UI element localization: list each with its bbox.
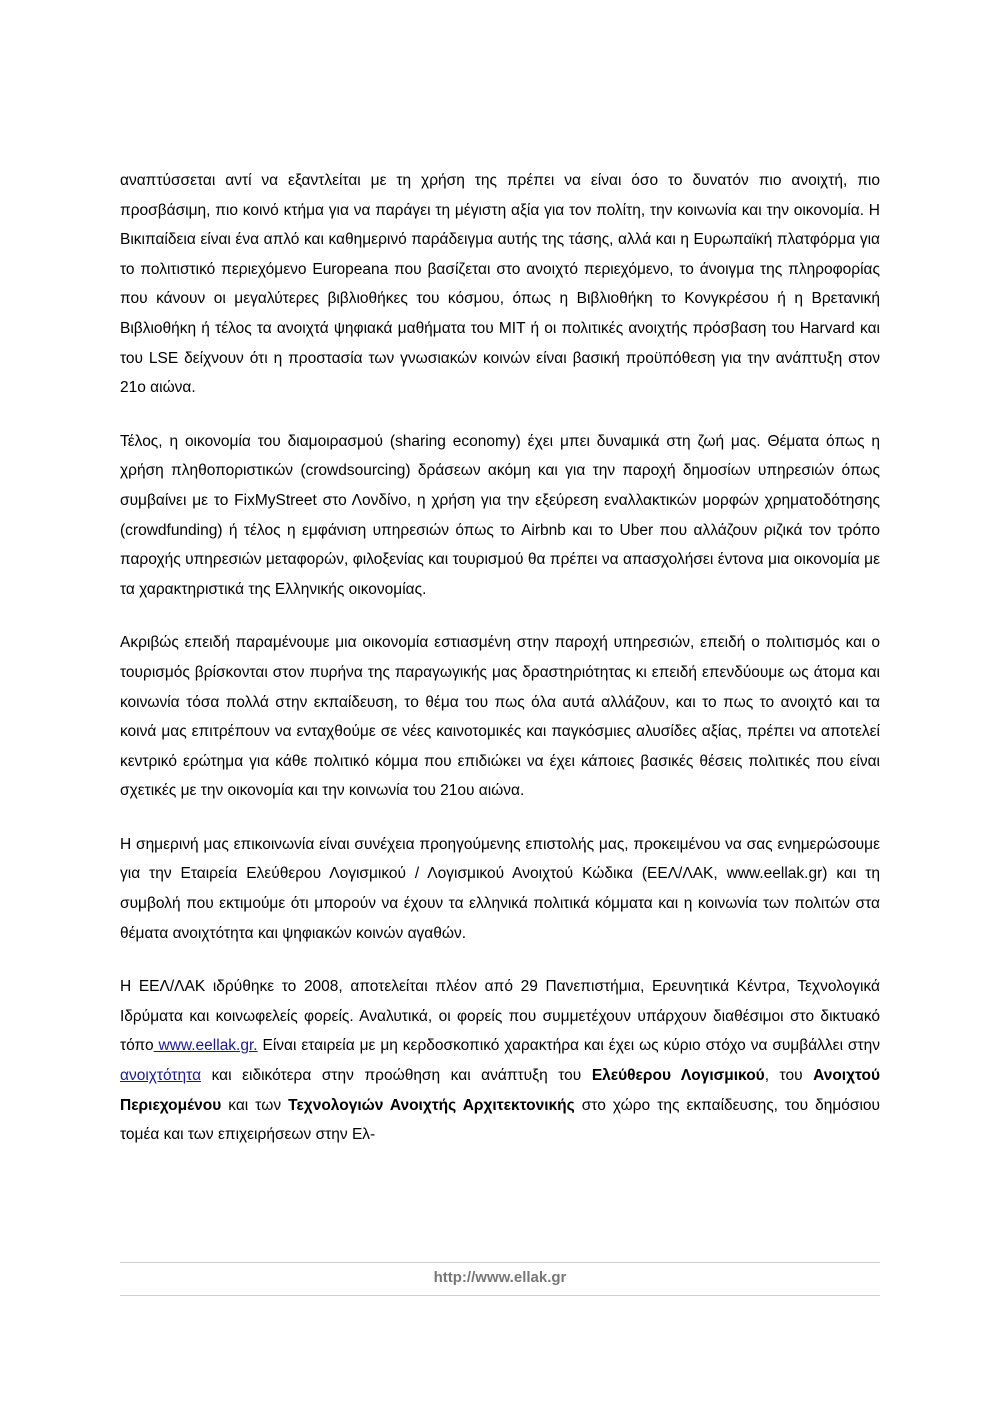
document-body [120, 166, 880, 1174]
paragraph-4: Η σημερινή μας επικοινωνία είναι συνέχεια προηγούμενης επιστολής μας, προκειμένου να σας ενημερώσουμε για την Εταιρεία Ελεύθερου Λογισμικού / Λογισμικού Ανοιχτού Κώδικα (ΕΕΛ/ΛΑΚ, www.eellak.gr) και τη συμβολή που εκτιμούμε ότι μπορούν να έχουν τα ελληνικά πολιτικά κόμματα και η κοινωνία των πολιτών στα θέματα ανοιχτότητα και ψηφιακών κοινών αγαθών. [120, 835, 880, 942]
footer-url: http://www.ellak.gr [433, 1269, 567, 1286]
paragraph-5 [120, 972, 880, 1150]
bold-free-software: Ελεύθερου Λογισμικού [591, 1067, 765, 1085]
paragraph-2: Τέλος, η οικονομία του διαμοιρασμού (sharing economy) έχει μπει δυναμικά στη ζωή μας. Θέματα όπως η χρήση πληθοποριστικών (crowdsourcing) δράσεων ακόμη και για την παροχή δημοσίων υπηρεσιών όπως συμβαίνει με το FixMyStreet στο Λονδίνο, η χρήση για την εξεύρεση εναλλακτικών μορφών χρηματοδότησης (crowdfunding) ή τέλος η εμφάνιση υπηρεσιών όπως το Airbnb και το Uber που αλλάζουν ριζικά τον τρόπο παροχής υπηρεσιών μεταφορών, φιλοξενίας και τουρισμού θα πρέπει να απασχολήσει έντονα μια οικονομία με τα χαρακτηριστικά της Ελληνικής οικονομίας. [120, 432, 880, 598]
openness-link[interactable]: ανοιχτότητα [120, 1067, 202, 1085]
paragraph-1: αναπτύσσεται αντί να εξαντλείται με τη χρήση της πρέπει να είναι όσο το δυνατόν πιο ανοιχτή, πιο προσβάσιμη, πιο κοινό κτήμα για να παράγει τη μέγιστη αξία για τον πολίτη, την κοινωνία και την οικονομία. Η Βικιπαίδεια είναι ένα απλό και καθημερινό παράδειγμα αυτής της τάσης, αλλά και η Ευρωπαϊκή πλατφόρμα για το πολιτιστικό περιεχόμενο Europeana που βασίζεται στο ανοιχτό περιεχόμενο, το άνοιγμα της πληροφορίας που κάνουν οι μεγαλύτερες βιβλιοθήκες του κόσμου, όπως η Βιβλιοθήκη το Κονγκρέσου ή η Βρετανική Βιβλιοθήκη ή τέλος τα ανοιχτά ψηφιακά μαθήματα του MIT ή οι πολιτικές ανοιχτής πρόσβαση του Harvard και του LSE δείχνουν ότι η προστασία των γνωσιακών κοινών είναι βασική προϋπόθεση για την ανάπτυξη στον 21ο αιώνα. [120, 172, 880, 397]
paragraph-5-text: Είναι εταιρεία με μη κερδοσκοπικό χαρακτήρα και έχει ως κύριο στόχο να συμβάλλει στην [257, 1037, 880, 1055]
bold-open-architecture: Τεχνολογιών Ανοιχτής Αρχιτεκτονικής [288, 1096, 575, 1114]
paragraph-5-text: και ειδικότερα στην προώθηση και ανάπτυξη του [201, 1067, 592, 1085]
paragraph-5-text: στο χώρο της εκπαίδευσης, του δημόσιου τομέα και των επιχειρήσεων στην Ελ- [120, 1096, 881, 1144]
eellak-link[interactable]: www.eellak.gr. [153, 1037, 258, 1055]
bold-open-content: Ανοιχτού Περιεχομένου [120, 1067, 881, 1114]
page-footer [120, 1262, 880, 1296]
paragraph-5-text: και των [221, 1096, 289, 1114]
paragraph-5-text: , του [764, 1067, 814, 1085]
paragraph-3: Ακριβώς επειδή παραμένουμε μια οικονομία εστιασμένη στην παροχή υπηρεσιών, επειδή ο πολιτισμός και ο τουρισμός βρίσκονται στον πυρήνα της παραγωγικής μας δραστηριότητας κι επειδή επενδύουμε ως άτομα και κοινωνία τόσα πολλά στην εκπαίδευση, το θέμα του πως όλα αυτά αλλάζουν, και το πως το ανοιχτό και τα κοινά μας επιτρέπουν να ενταχθούμε σε νέες καινοτομικές και παγκόσμιες αλυσίδες αξίας, πρέπει να αποτελεί κεντρικό ερώτημα για κάθε πολιτικό κόμμα που επιδιώκει να έχει κάποιες βασικές θέσεις πολιτικές που είναι σχετικές με την οικονομία και την κοινωνία του 21ου αιώνα. [120, 634, 880, 800]
paragraph-5-text: Η ΕΕΛ/ΛΑΚ ιδρύθηκε το 2008, αποτελείται πλέον από 29 Πανεπιστήμια, Ερευνητικά Κέντρα, Τεχνολογικά Ιδρύματα και κοινωφελείς φορείς. Αναλυτικά, οι φορείς που συμμετέχουν υπάρχουν διαθέσιμοι στο δικτυακό τόπο [120, 978, 880, 1055]
